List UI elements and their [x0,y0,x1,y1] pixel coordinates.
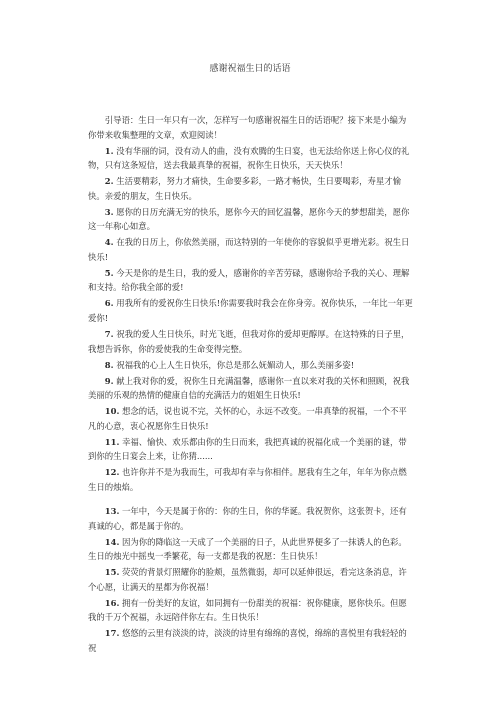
item-number: 3. [104,206,114,217]
item-text: 一年中，今天是属于你的：你的生日，你的华诞。我祝贺你，这张贺卡，还有真诚的心，都是属于你的。 [88,505,407,531]
item-text: 祝福我的心上人生日快乐，你总是那么妩媚动人，那么美丽多姿! [116,359,355,370]
item-text: 想念的话，说也说不完，关怀的心，永远不改变。一串真挚的祝福，一个不平凡的心意，衷心祝愿你生日快乐! [88,406,407,431]
item-text: 因为你的降临这一天成了一个美丽的日子，从此世界便多了一抹诱人的色彩。生日的烛光中摇曳一季繁花，每一支都是我的祝愿：生日快乐！ [88,536,407,562]
item-text: 献上我对你的爱，祝你生日充满温馨，感谢你一直以来对我的关怀和照顾，祝我美丽的乐观的热情的健康自信的充满活力的姐姐生日快乐! [88,375,410,401]
item-number: 15. [104,567,120,578]
list-item [88,596,414,625]
item-number: 12. [104,467,120,478]
list-item [88,404,414,433]
list-item [88,327,414,356]
list-item [88,266,414,295]
list-item [88,235,414,264]
item-text: 幸福、愉快、欢乐都由你的生日而来，我把真诚的祝福化成一个美丽的谜，带到你的生日宴会上来，让你猜...... [88,436,407,462]
item-text: 祝我的爱人生日快乐，时光飞逝，但我对你的爱却更醇厚。在这特殊的日子里，我想告诉你，你的爱使我的生命变得完整。 [88,329,410,354]
item-number: 1. [104,145,114,156]
item-number: 4. [104,237,114,248]
item-text: 生活要精彩，努力才痛快，生命要多彩，一路才畅快，生日要喝彩，寿星才愉快。亲爱的朋友，生日快乐。 [88,176,401,201]
list-item [88,144,414,173]
item-text: 在我的日历上，你依然美丽，而这特别的一年使你的容貌似乎更增光彩。祝生日快乐! [88,237,410,262]
item-text: 没有华丽的词，没有动人的曲，没有欢腾的生日宴，也无法给你送上你心仪的礼物，只有这条短信，送去我最真挚的祝福，祝你生日快乐，天天快乐！ [88,145,410,171]
item-number: 14. [104,536,120,547]
item-number: 13. [104,505,120,516]
list-item [88,535,414,564]
item-number: 10. [104,406,120,417]
item-text: 荧荧的背景灯照耀你的脸颊，虽然微弱，却可以延伸很远，看完这条消息，许个心愿，让满天的星都为你祝福！ [88,567,407,592]
item-text: 悠悠的云里有淡淡的诗，淡淡的诗里有绵绵的喜悦，绵绵的喜悦里有我轻轻的祝 [88,628,407,653]
list-item [88,174,414,203]
list-item [88,435,414,464]
item-number: 16. [104,597,120,608]
paragraph-gap [88,496,414,504]
list-item [88,358,414,373]
item-number: 7. [104,329,114,340]
list-item [88,296,414,325]
item-text: 用我所有的爱祝你生日快乐!你需要我时我会在你身旁。祝你快乐，一年比一年更爱你! [88,298,413,324]
item-text: 拥有一份美好的友谊，如同拥有一份甜美的祝福：祝你健康，愿你快乐。但愿我的千万个祝福，永远陪伴你左右。生日快乐！ [88,597,407,623]
item-number: 8. [104,359,114,370]
list-item [88,626,414,655]
list-item [88,205,414,234]
item-number: 6. [104,298,114,309]
item-number: 9. [104,375,114,386]
intro-paragraph: 引导语：生日一年只有一次，怎样写一句感谢祝福生日的话语呢？接下来是小编为你带来收集整理的文章，欢迎阅读！ [88,115,407,140]
item-text: 今天是你的是生日，我的爱人，感谢你的辛苦劳碌，感谢你给予我的关心、理解和支持。给你我全部的爱! [88,267,410,293]
document-title: 感谢祝福生日的话语 [209,64,291,74]
item-number: 2. [104,176,114,187]
item-number: 5. [104,267,114,278]
list-item [88,565,414,594]
list-item [88,504,414,533]
list-item [88,465,414,494]
list-item [88,374,414,403]
item-number: 17. [104,628,120,639]
document-body [88,113,414,657]
item-text: 愿你的日历充满无穷的快乐，愿你今天的回忆温馨，愿你今天的梦想甜美，愿你这一年称心如意。 [88,206,410,232]
item-text: 也许你并不是为我而生，可我却有幸与你相伴。愿我有生之年，年年为你点燃生日的烛焰。 [88,467,407,492]
item-number: 11. [104,436,120,447]
